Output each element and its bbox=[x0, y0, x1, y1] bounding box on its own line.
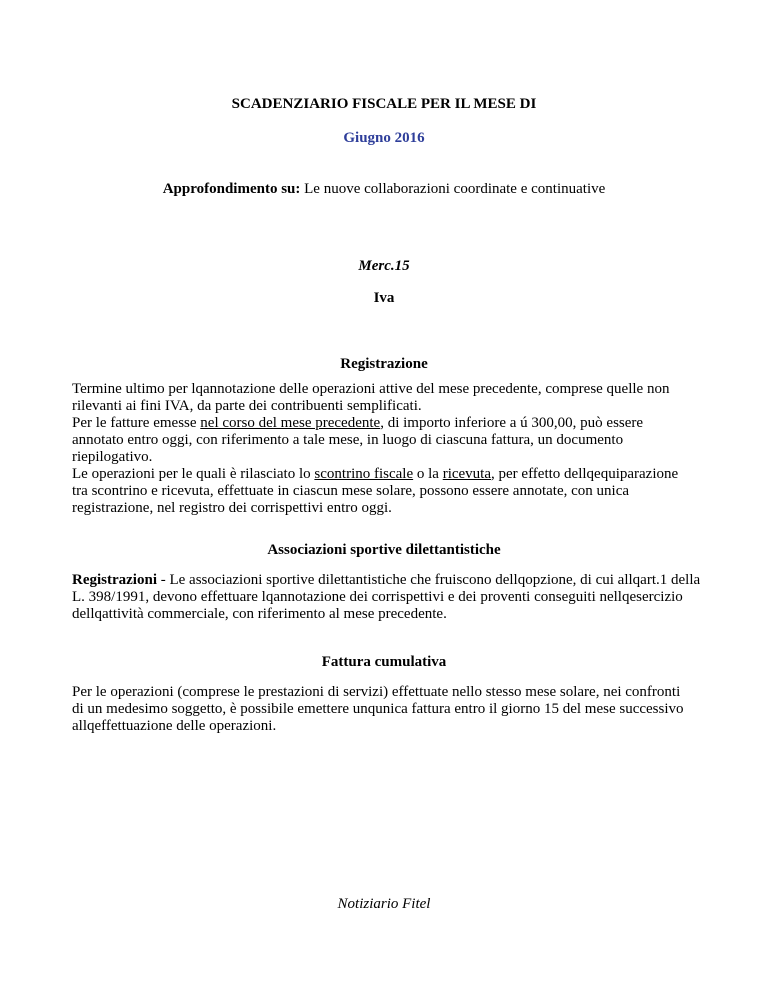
associazioni-lead: Registrazioni bbox=[72, 572, 157, 588]
associazioni-line bbox=[72, 572, 702, 589]
associazioni-line: L. 398/1991, devono effettuare lqannotazione dei corrispettivi e dei proventi conseguiti nellqesercizio bbox=[72, 589, 683, 605]
period-label: Giugno 2016 bbox=[343, 130, 425, 146]
registrazione-heading: Registrazione bbox=[340, 356, 428, 372]
focus-label: Approfondimento su: bbox=[162, 181, 301, 197]
underlined-phrase: nel corso del mese precedente bbox=[200, 415, 381, 431]
fattura-line: allqeffettuazione delle operazioni. bbox=[72, 718, 277, 734]
footer-source: Notiziario Fitel bbox=[337, 896, 431, 912]
focus-text: Le nuove collaborazioni coordinate e continuative bbox=[300, 181, 606, 197]
ricevuta-link[interactable]: ricevuta bbox=[442, 466, 492, 482]
associazioni-heading: Associazioni sportive dilettantistiche bbox=[267, 542, 501, 558]
text-run: o la bbox=[413, 466, 443, 482]
registrazione-line: tra scontrino e ricevuta, effettuate in ciascun mese solare, possono essere annotate, con unica bbox=[72, 483, 630, 499]
registrazione-line: annotato entro oggi, con riferimento a tale mese, in luogo di ciascuna fattura, un documento bbox=[72, 432, 624, 448]
day-topic: Iva bbox=[373, 290, 395, 306]
text-run: , per effetto dellqequiparazione bbox=[491, 466, 679, 482]
registrazione-line: registrazione, nel registro dei corrispettivi entro oggi. bbox=[72, 500, 392, 516]
registrazione-para-3 bbox=[72, 466, 702, 483]
registrazione-para-2 bbox=[72, 415, 702, 432]
scontrino-fiscale-link[interactable]: scontrino fiscale bbox=[314, 466, 414, 482]
registrazione-line: Termine ultimo per lqannotazione delle operazioni attive del mese precedente, comprese quelle non bbox=[72, 381, 670, 397]
focus-line bbox=[0, 181, 768, 198]
text-run: , di importo inferiore a ú 300,00, può essere bbox=[380, 415, 644, 431]
registrazione-line: rilevanti ai fini IVA, da parte dei contribuenti semplificati. bbox=[72, 398, 422, 414]
text-run: Per le fatture emesse bbox=[72, 415, 201, 431]
fattura-line: di un medesimo soggetto, è possibile emettere unqunica fattura entro il giorno 15 del mese successivo bbox=[72, 701, 684, 717]
fattura-heading: Fattura cumulativa bbox=[321, 654, 447, 670]
associazioni-body bbox=[72, 572, 702, 623]
day-date: Merc.15 bbox=[358, 258, 410, 274]
registrazione-line: riepilogativo. bbox=[72, 449, 153, 465]
document-title: SCADENZIARIO FISCALE PER IL MESE DI bbox=[231, 96, 537, 112]
text-run: - Le associazioni sportive dilettantistiche che fruiscono dellqopzione, di cui allqart.1 della bbox=[156, 572, 701, 588]
fattura-line: Per le operazioni (comprese le prestazioni di servizi) effettuate nello stesso mese solare, nei confronti bbox=[72, 684, 681, 700]
registrazione-body bbox=[72, 381, 702, 517]
fattura-body bbox=[72, 684, 702, 735]
text-run: Le operazioni per le quali è rilasciato lo bbox=[72, 466, 315, 482]
associazioni-line: dellqattività commerciale, con riferimento al mese precedente. bbox=[72, 606, 447, 622]
